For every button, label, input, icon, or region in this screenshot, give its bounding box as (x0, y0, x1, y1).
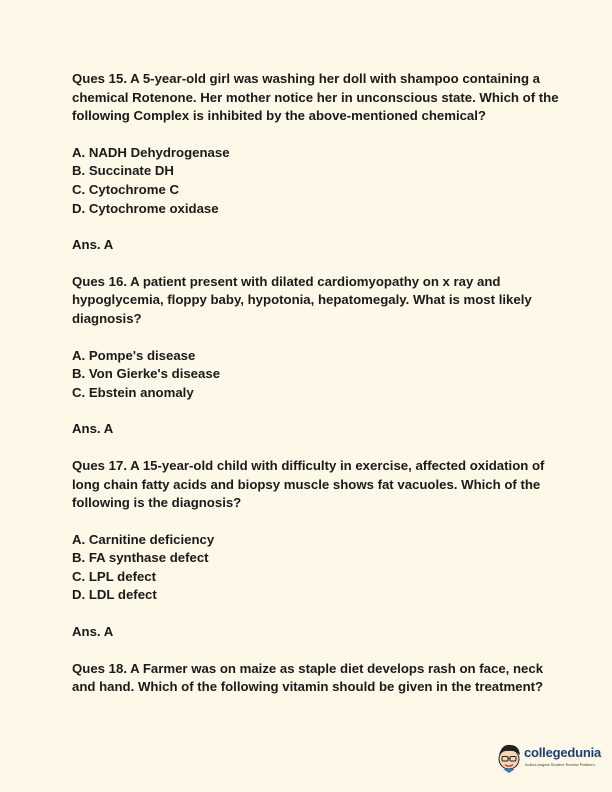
question-text: Ques 17. A 15-year-old child with difficulty in exercise, affected oxidation of long chain fatty acids and biopsy muscle shows fat vacuoles. Which of the following is the diagnosis? (72, 457, 545, 511)
option-c: C. Ebstein anomaly (72, 384, 194, 400)
question-text: Ques 16. A patient present with dilated cardiomyopathy on x ray and hypoglycemia, floppy baby, hypotonia, hepatomegaly. What is most likely diagnosis? (72, 273, 532, 326)
option-c: C. LPL defect (72, 568, 157, 584)
option-d: D. LDL defect (72, 587, 157, 603)
answer-text: Ans. A (72, 237, 114, 253)
option-c: C. Cytochrome C (72, 181, 179, 197)
option-a: A. Carnitine deficiency (72, 531, 215, 547)
answer-text: Ans. A (72, 624, 114, 640)
question-block-15 (72, 70, 562, 255)
answer-text: Ans. A (72, 421, 114, 437)
question-block-17 (72, 457, 562, 642)
collegedunia-logo (494, 740, 604, 774)
options-list (72, 144, 562, 218)
options-list (72, 347, 562, 403)
option-b: B. FA synthase defect (72, 550, 209, 566)
question-text: Ques 15. A 5-year-old girl was washing her doll with shampoo containing a chemical Rotenone. Her mother notice her in unconscious state. Which of the following Complex is inhibited by the above-mentioned chemical? (72, 71, 559, 124)
question-block-18 (72, 660, 562, 697)
question-block-16 (72, 273, 562, 439)
option-d: D. Cytochrome oxidase (72, 200, 219, 216)
logo-tagline: India's largest Student Review Platform (525, 762, 595, 767)
option-a: A. Pompe's disease (72, 347, 196, 363)
option-b: B. Von Gierke's disease (72, 366, 221, 382)
question-text: Ques 18. A Farmer was on maize as staple diet develops rash on face, neck and hand. Which of the following vitamin should be given in the treatment? (72, 660, 544, 695)
mascot-icon (494, 740, 524, 774)
logo-wordmark: collegedunia (524, 745, 602, 760)
option-a: A. NADH Dehydrogenase (72, 144, 230, 160)
document-body (72, 70, 562, 697)
options-list (72, 531, 562, 605)
option-b: B. Succinate DH (72, 163, 174, 179)
